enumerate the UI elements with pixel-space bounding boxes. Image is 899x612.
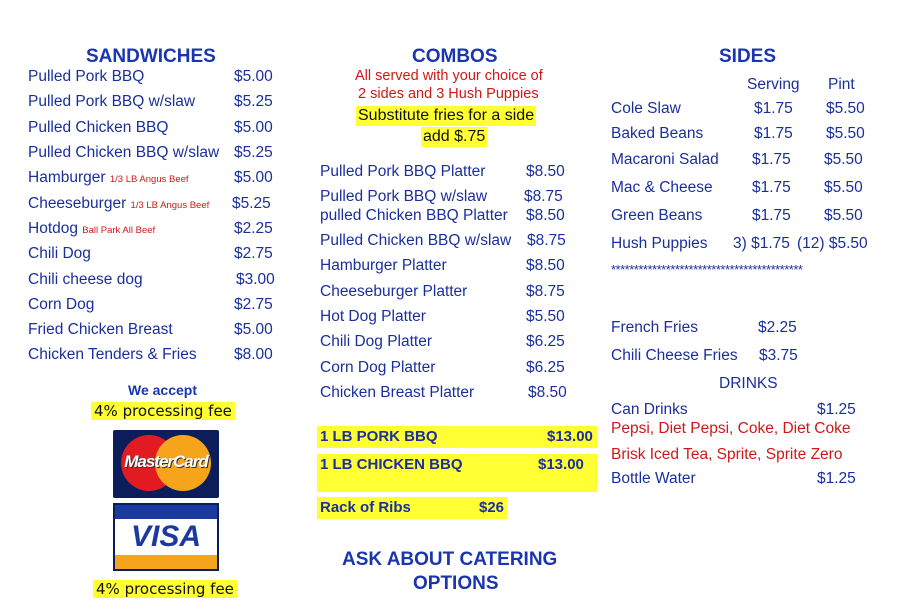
side-item-name: Hush Puppies xyxy=(611,235,708,252)
combo-item-price: $8.50 xyxy=(526,207,565,224)
combo-item-name: Chili Dog Platter xyxy=(320,333,432,350)
sandwich-item-name: Pulled Pork BBQ w/slaw xyxy=(28,93,196,110)
processing-fee-note: 4% processing fee xyxy=(93,580,237,598)
combo-item-name: Pulled Pork BBQ w/slaw xyxy=(320,188,488,205)
chili-cheese-fries-price: $3.75 xyxy=(759,347,798,364)
sandwich-item-price: $3.00 xyxy=(236,271,275,288)
sandwich-item-name: Chili cheese dog xyxy=(28,271,143,288)
combos-subtitle: All served with your choice of xyxy=(355,68,543,84)
sandwich-item-price: $5.00 xyxy=(234,321,273,338)
combo-item-price: $8.75 xyxy=(527,232,566,249)
combo-item-price: $8.75 xyxy=(526,283,565,300)
separator-line: ****************************************** xyxy=(611,262,803,277)
combo-item-name: pulled Chicken BBQ Platter xyxy=(320,207,508,224)
mastercard-wordmark: MasterCard xyxy=(124,452,208,471)
sandwich-item-note: 1/3 LB Angus Beef xyxy=(109,174,189,185)
visa-top-band xyxy=(115,505,217,519)
side-item-serving: $1.75 xyxy=(752,207,791,224)
chicken-lb-name: 1 LB CHICKEN BBQ xyxy=(320,456,463,473)
side-item-name: Green Beans xyxy=(611,207,703,224)
sandwich-item-name: Pulled Chicken BBQ w/slaw xyxy=(28,144,220,161)
side-item-serving: 3) $1.75 xyxy=(733,235,790,252)
sandwich-item-note: Ball Park All Beef xyxy=(82,225,156,236)
can-drinks-price: $1.25 xyxy=(817,401,856,418)
side-item-serving: $1.75 xyxy=(754,100,793,117)
processing-fee-note: 4% processing fee xyxy=(91,402,235,420)
combo-item-price: $5.50 xyxy=(526,308,565,325)
combo-item-price: $8.50 xyxy=(528,384,567,401)
chili-cheese-fries-name: Chili Cheese Fries xyxy=(611,347,738,364)
french-fries-price: $2.25 xyxy=(758,319,797,336)
sandwich-item-name: Pulled Pork BBQ xyxy=(28,68,145,85)
sandwich-item-note: 1/3 LB Angus Beef xyxy=(130,200,210,211)
sandwich-item-name: Chicken Tenders & Fries xyxy=(28,346,197,363)
side-item-pint: $5.50 xyxy=(824,207,863,224)
pork-lb-price: $13.00 xyxy=(547,428,593,445)
combos-subtitle: 2 sides and 3 Hush Puppies xyxy=(358,86,539,102)
side-item-pint: (12) $5.50 xyxy=(797,235,868,252)
side-item-name: Baked Beans xyxy=(611,125,704,142)
sandwich-item-price: $2.25 xyxy=(234,220,273,237)
french-fries-name: French Fries xyxy=(611,319,698,336)
side-item-pint: $5.50 xyxy=(824,151,863,168)
side-item-serving: $1.75 xyxy=(752,179,791,196)
substitute-fries-note: Substitute fries for a side xyxy=(358,107,535,124)
visa-wordmark: VISA xyxy=(130,520,202,553)
side-item-pint: $5.50 xyxy=(826,125,865,142)
ribs-name: Rack of Ribs xyxy=(320,499,411,516)
sandwich-item-name xyxy=(28,169,189,187)
sides-pint-header: Pint xyxy=(828,76,855,93)
sandwich-item-price: $5.25 xyxy=(234,144,273,161)
ribs-price: $26 xyxy=(479,499,505,516)
sandwich-item-price: $5.25 xyxy=(234,93,273,110)
side-item-name: Macaroni Salad xyxy=(611,151,719,168)
we-accept-label: We accept xyxy=(128,382,197,398)
sandwich-item-price: $8.00 xyxy=(234,346,273,363)
drinks-heading: DRINKS xyxy=(719,375,778,392)
sides-heading: SIDES xyxy=(719,46,777,67)
visa-bottom-band xyxy=(115,555,217,569)
visa-logo xyxy=(113,503,219,571)
combo-item-name: Hot Dog Platter xyxy=(320,308,426,325)
combo-item-name: Corn Dog Platter xyxy=(320,359,436,376)
substitute-fries-price: add $.75 xyxy=(423,128,486,145)
combo-item-name: Cheeseburger Platter xyxy=(320,283,468,300)
side-item-serving: $1.75 xyxy=(752,151,791,168)
sandwich-item-price: $5.00 xyxy=(234,119,273,136)
sandwich-item-price: $5.25 xyxy=(232,195,271,212)
sandwich-item-price: $5.00 xyxy=(234,169,273,186)
sides-serving-header: Serving xyxy=(747,76,800,93)
sandwich-item-label: Hotdog xyxy=(28,220,78,237)
sandwich-item-name: Chili Dog xyxy=(28,245,91,262)
pork-lb-name: 1 LB PORK BBQ xyxy=(320,428,438,445)
side-item-name: Mac & Cheese xyxy=(611,179,713,196)
side-item-pint: $5.50 xyxy=(826,100,865,117)
combo-item-name: Pulled Pork BBQ Platter xyxy=(320,163,486,180)
sandwich-item-label: Hamburger xyxy=(28,169,106,186)
side-item-pint: $5.50 xyxy=(824,179,863,196)
catering-note-line2: OPTIONS xyxy=(413,573,499,594)
can-drinks-name: Can Drinks xyxy=(611,401,688,418)
sandwiches-heading: SANDWICHES xyxy=(86,46,216,67)
catering-note: ASK ABOUT CATERING xyxy=(342,549,558,570)
combo-item-name: Chicken Breast Platter xyxy=(320,384,475,401)
bottle-water-name: Bottle Water xyxy=(611,470,696,487)
sandwich-item-name: Corn Dog xyxy=(28,296,95,313)
other-drink-flavors: Brisk Iced Tea, Sprite, Sprite Zero xyxy=(611,446,843,463)
can-drink-flavors: Pepsi, Diet Pepsi, Coke, Diet Coke xyxy=(611,420,851,437)
bottle-water-price: $1.25 xyxy=(817,470,856,487)
side-item-serving: $1.75 xyxy=(754,125,793,142)
sandwich-item-price: $2.75 xyxy=(234,296,273,313)
combo-item-price: $6.25 xyxy=(526,333,565,350)
mastercard-logo xyxy=(113,430,219,498)
sandwich-item-name: Pulled Chicken BBQ xyxy=(28,119,169,136)
combo-item-price: $8.50 xyxy=(526,257,565,274)
sandwich-item-name: Fried Chicken Breast xyxy=(28,321,173,338)
combo-item-price: $6.25 xyxy=(526,359,565,376)
chicken-lb-price: $13.00 xyxy=(538,456,584,473)
combos-heading: COMBOS xyxy=(412,46,498,67)
combo-item-price: $8.75 xyxy=(524,188,563,205)
combo-item-price: $8.50 xyxy=(526,163,565,180)
combo-item-name: Hamburger Platter xyxy=(320,257,447,274)
sandwich-item-label: Cheeseburger xyxy=(28,195,127,212)
sandwich-item-name xyxy=(28,195,209,213)
sandwich-item-name xyxy=(28,220,155,238)
side-item-name: Cole Slaw xyxy=(611,100,681,117)
sandwich-item-price: $2.75 xyxy=(234,245,273,262)
combo-item-name: Pulled Chicken BBQ w/slaw xyxy=(320,232,512,249)
sandwich-item-price: $5.00 xyxy=(234,68,273,85)
